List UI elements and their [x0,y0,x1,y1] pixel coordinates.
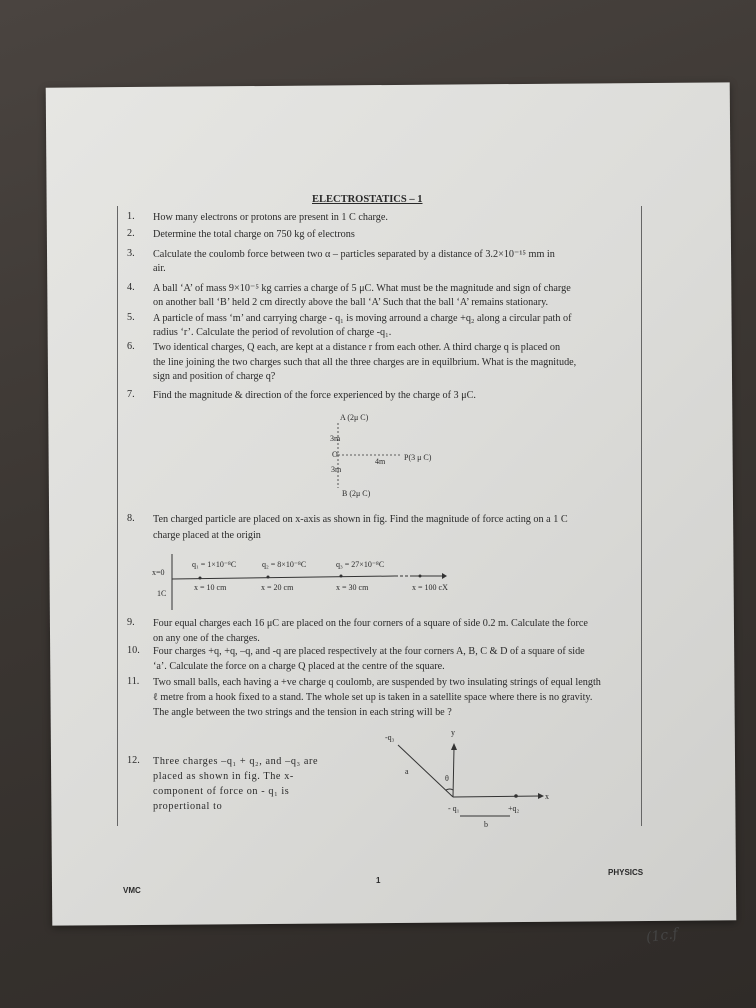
x1-label: x = 10 cm [194,583,227,592]
x-axis-label: x [545,792,549,801]
q1-label: q₁ = 1×10⁻⁸C [192,560,237,569]
question-number: 1. [127,211,135,222]
question-text-line: on another ball ‘B’ held 2 cm directly above the ball ‘A’ Such that the ball ‘A’ remains stationary. [153,297,549,308]
x2-label: x = 20 cm [261,583,294,592]
distance-label: 4m [375,457,386,466]
charge-p-label: P(3 μ C) [404,453,432,462]
page-title: ELECTROSTATICS – 1 [312,194,423,205]
angle-label: θ [445,774,449,783]
question-text-line: Four charges +q, +q, –q, and -q are placed respectively at the four corners A, B, C & D of a square of side [153,646,585,657]
question-text-line: Three charges –q₁ + q₂, and –q₃ are [153,756,319,767]
question-text-line: placed as shown in fig. The x- [153,771,294,782]
question-number: 7. [127,389,135,400]
charge-a-label: A (2μ C) [340,413,369,422]
q3-label: q₃ = 27×10⁻⁸C [336,560,385,569]
question-text-line: Two small balls, each having a +ve charge q coulomb, are suspended by two insulating strings of equal length [153,677,601,688]
x3-label: x = 30 cm [336,583,369,592]
question-text-line: charge placed at the origin [153,530,261,541]
question-number: 8. [127,513,135,524]
origin-label: O [332,450,338,459]
question-text-line: on any one of the charges. [153,633,260,644]
footer-vmc: VMC [123,886,141,895]
question-text-line: Determine the total charge on 750 kg of electrons [153,229,355,240]
charge-label: 1C [157,589,167,598]
distance-b-label: b [484,820,488,829]
question-text-line: How many electrons or protons are present in 1 C charge. [153,212,388,223]
question-number: 3. [127,248,135,259]
question-text-line: component of force on - q₁ is [153,786,290,797]
question-text-line: Find the magnitude & direction of the force experienced by the charge of 3 μC. [153,390,476,401]
question-number: 10. [127,645,140,656]
q3-label: -q₃ [385,733,395,742]
charge-b-label: B (2μ C) [342,489,371,498]
question-text-line: sign and position of charge q? [153,371,276,382]
q2-label: q₂ = 8×10⁻⁸C [262,560,307,569]
question-text-line: Calculate the coulomb force between two α – particles separated by a distance of 3.2×10⁻¹⁵ mm in [153,249,555,260]
distance-label: 3m [331,465,342,474]
handwritten-note: (1c.f [645,925,679,947]
q1-label: - q₁ [448,804,460,813]
question-text-line: propertional to [153,801,223,812]
question-text-line: ‘a’. Calculate the force on a charge Q placed at the centre of the square. [153,661,445,672]
distance-a-label: a [405,767,409,776]
question-number: 12. [127,755,140,766]
question-text-line: the line joining the two charges such that all the three charges are in equilbrium. What is the magnitude, [153,357,577,368]
x4-label: x = 100 cX [412,583,448,592]
question-text-line: The angle between the two strings and the tension in each string will be ? [153,707,452,718]
question-number: 5. [127,312,135,323]
question-text-line: A ball ‘A’ of mass 9×10⁻⁵ kg carries a charge of 5 μC. What must be the magnitude and sign of charge [153,283,571,294]
question-text-line: Two identical charges, Q each, are kept at a distance r from each other. A third charge q is placed on [153,342,561,353]
origin-label: x=0 [152,568,165,577]
page-number: 1 [376,876,381,885]
question-text-line: Four equal charges each 16 μC are placed on the four corners of a square of side 0.2 m. Calculate the force [153,618,588,629]
question-number: 4. [127,282,135,293]
question-text-line: Ten charged particle are placed on x-axis as shown in fig. Find the magnitude of force acting on a 1 C [153,514,568,525]
question-number: 9. [127,617,135,628]
question-text-line: A particle of mass ‘m’ and carrying charge - q₁ is moving arround a charge +q₂ along a circular path of [153,313,572,324]
question-text-line: ℓ metre from a hook fixed to a stand. The whole set up is taken in a satellite space where there is no gravity. [153,692,593,703]
y-axis-label: y [451,728,455,737]
q2-label: +q₂ [508,804,520,813]
question-number: 2. [127,228,135,239]
question-text-line: air. [153,263,166,274]
question-number: 11. [127,676,140,687]
distance-label: 3m [330,434,341,443]
question-text-line: radius ‘r’. Calculate the period of revolution of charge -q₁. [153,327,392,338]
footer-subject: PHYSICS [608,868,644,877]
question-number: 6. [127,341,135,352]
